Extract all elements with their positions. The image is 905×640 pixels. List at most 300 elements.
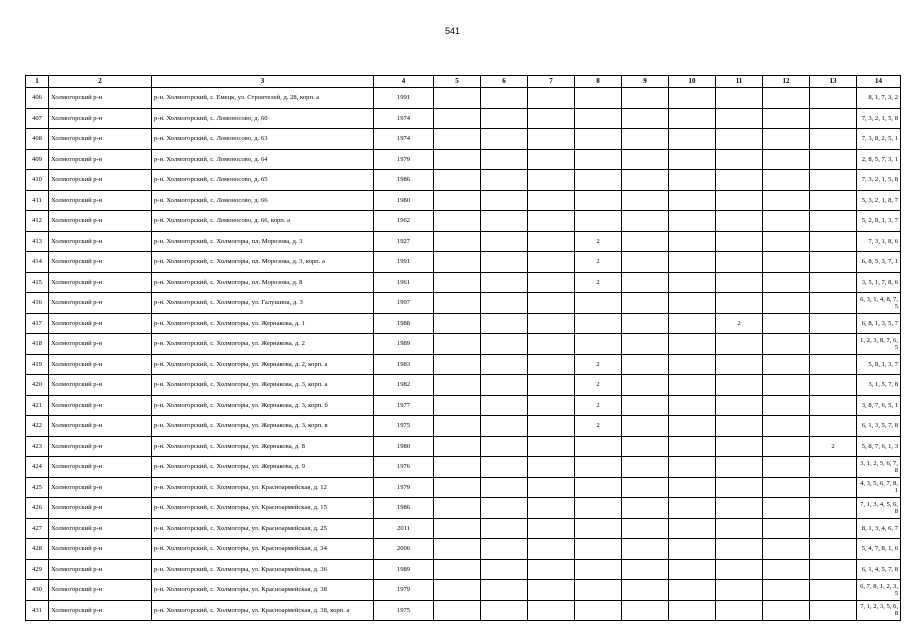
table-cell bbox=[669, 498, 716, 519]
table-cell: 1979 bbox=[374, 149, 434, 170]
table-cell: 1988 bbox=[374, 313, 434, 334]
table-cell: 2 bbox=[575, 416, 622, 437]
table-cell bbox=[481, 252, 528, 273]
table-cell bbox=[575, 190, 622, 211]
table-cell bbox=[575, 518, 622, 539]
table-row bbox=[26, 293, 901, 314]
table-cell: 419 bbox=[26, 354, 49, 375]
table-row bbox=[26, 211, 901, 232]
table-header-row bbox=[26, 76, 901, 88]
table-cell bbox=[481, 436, 528, 457]
table-cell: 5, 8, 7, 6, 1, 3 bbox=[857, 436, 901, 457]
table-row bbox=[26, 252, 901, 273]
table-cell bbox=[716, 518, 763, 539]
table-cell bbox=[622, 88, 669, 109]
table-cell: 8, 1, 3, 4, 6, 7 bbox=[857, 518, 901, 539]
table-cell: 1989 bbox=[374, 334, 434, 355]
table-cell: 1997 bbox=[374, 293, 434, 314]
table-cell bbox=[528, 211, 575, 232]
table-cell: 411 bbox=[26, 190, 49, 211]
table-cell bbox=[622, 436, 669, 457]
table-cell bbox=[434, 416, 481, 437]
table-cell: 2011 bbox=[374, 518, 434, 539]
table-cell: р-н. Холмогорский, с. Холмогоры, ул. Красноармейская, д. 38, корп. а bbox=[152, 600, 374, 621]
table-cell: 1991 bbox=[374, 88, 434, 109]
table-cell bbox=[481, 108, 528, 129]
table-cell bbox=[481, 231, 528, 252]
table-cell bbox=[716, 477, 763, 498]
table-cell bbox=[763, 580, 810, 601]
table-cell bbox=[622, 600, 669, 621]
table-cell: 6, 8, 5, 3, 7, 1 bbox=[857, 252, 901, 273]
table-cell bbox=[716, 539, 763, 560]
table-row bbox=[26, 231, 901, 252]
column-header: 7 bbox=[528, 76, 575, 88]
table-cell: р-н. Холмогорский, с. Холмогоры, ул. Красноармейская, д. 36 bbox=[152, 559, 374, 580]
table-cell: 427 bbox=[26, 518, 49, 539]
table-cell: 416 bbox=[26, 293, 49, 314]
table-cell: 414 bbox=[26, 252, 49, 273]
table-cell bbox=[716, 190, 763, 211]
table-cell bbox=[763, 600, 810, 621]
table-cell bbox=[669, 436, 716, 457]
table-cell bbox=[481, 539, 528, 560]
table-cell: 3, 1, 5, 7, 8 bbox=[857, 375, 901, 396]
column-header: 9 bbox=[622, 76, 669, 88]
table-cell bbox=[669, 600, 716, 621]
table-cell bbox=[669, 395, 716, 416]
table-cell: 415 bbox=[26, 272, 49, 293]
table-cell bbox=[716, 231, 763, 252]
table-cell bbox=[810, 272, 857, 293]
table-cell: 7, 3, 2, 1, 5, 8 bbox=[857, 170, 901, 191]
table-cell bbox=[528, 252, 575, 273]
table-cell bbox=[575, 498, 622, 519]
table-row bbox=[26, 436, 901, 457]
table-cell: 430 bbox=[26, 580, 49, 601]
table-cell: Холмогорский р-н bbox=[49, 416, 152, 437]
table-cell: р-н. Холмогорский, с. Ломоносово, д. 63 bbox=[152, 129, 374, 150]
table-row bbox=[26, 272, 901, 293]
table-cell: р-н. Холмогорский, с. Холмогоры, ул. Красноармейская, д. 12 bbox=[152, 477, 374, 498]
table-cell: р-н. Холмогорский, с. Ломоносово, д. 65 bbox=[152, 170, 374, 191]
table-cell bbox=[669, 416, 716, 437]
table-cell bbox=[716, 395, 763, 416]
table-cell: 3, 1, 2, 5, 6, 7, 8 bbox=[857, 457, 901, 478]
table-cell bbox=[434, 231, 481, 252]
table-cell bbox=[669, 272, 716, 293]
table-cell: р-н. Холмогорский, с. Холмогоры, ул. Жернакова, д. 2, корп. а bbox=[152, 354, 374, 375]
table-cell: 1962 bbox=[374, 211, 434, 232]
table-cell bbox=[622, 477, 669, 498]
table-cell bbox=[481, 477, 528, 498]
table-cell: 1927 bbox=[374, 231, 434, 252]
table-cell bbox=[716, 580, 763, 601]
table-cell: Холмогорский р-н bbox=[49, 436, 152, 457]
table-cell bbox=[622, 190, 669, 211]
table-cell bbox=[434, 580, 481, 601]
table-cell bbox=[575, 170, 622, 191]
table-cell bbox=[528, 580, 575, 601]
table-row bbox=[26, 190, 901, 211]
table-cell: 1989 bbox=[374, 559, 434, 580]
table-cell: 1977 bbox=[374, 395, 434, 416]
table-cell: 426 bbox=[26, 498, 49, 519]
table-cell: 1980 bbox=[374, 436, 434, 457]
table-cell bbox=[810, 416, 857, 437]
table-cell bbox=[810, 600, 857, 621]
table-cell: 7, 3, 1, 8, 6 bbox=[857, 231, 901, 252]
table-cell bbox=[575, 580, 622, 601]
table-cell: р-н. Холмогорский, с. Ломоносово, д. 64 bbox=[152, 149, 374, 170]
table-row bbox=[26, 559, 901, 580]
table-cell bbox=[810, 108, 857, 129]
table-cell: Холмогорский р-н bbox=[49, 170, 152, 191]
table-cell: 5, 4, 7, 8, 1, 6 bbox=[857, 539, 901, 560]
table-cell bbox=[622, 395, 669, 416]
table-cell bbox=[810, 334, 857, 355]
table-cell bbox=[622, 313, 669, 334]
table-cell: 1986 bbox=[374, 498, 434, 519]
table-row bbox=[26, 334, 901, 355]
table-cell: 6, 7, 8, 1, 2, 3, 5 bbox=[857, 580, 901, 601]
table-cell: 7, 3, 2, 1, 5, 8 bbox=[857, 108, 901, 129]
table-cell bbox=[481, 313, 528, 334]
table-cell: 1980 bbox=[374, 190, 434, 211]
table-cell bbox=[810, 231, 857, 252]
table-cell bbox=[716, 600, 763, 621]
table-cell: 4, 3, 5, 6, 7, 8, 1 bbox=[857, 477, 901, 498]
table-cell bbox=[669, 170, 716, 191]
column-header: 2 bbox=[49, 76, 152, 88]
table-row bbox=[26, 88, 901, 109]
table-cell bbox=[528, 354, 575, 375]
table-cell bbox=[622, 375, 669, 396]
table-cell: 424 bbox=[26, 457, 49, 478]
table-cell bbox=[481, 457, 528, 478]
table-cell bbox=[622, 231, 669, 252]
table-cell bbox=[434, 559, 481, 580]
table-row bbox=[26, 395, 901, 416]
table-cell bbox=[716, 149, 763, 170]
table-cell bbox=[481, 416, 528, 437]
table-cell: р-н. Холмогорский, с. Ломоносово, д. 66 bbox=[152, 190, 374, 211]
column-header: 4 bbox=[374, 76, 434, 88]
table-cell: 6, 3, 1, 4, 8, 7, 5 bbox=[857, 293, 901, 314]
table-cell bbox=[669, 334, 716, 355]
table-cell bbox=[763, 231, 810, 252]
table-row bbox=[26, 600, 901, 621]
table-cell bbox=[528, 457, 575, 478]
table-cell: Холмогорский р-н bbox=[49, 190, 152, 211]
table-cell bbox=[669, 313, 716, 334]
table-cell: 1976 bbox=[374, 457, 434, 478]
table-cell bbox=[716, 272, 763, 293]
table-cell bbox=[481, 211, 528, 232]
table-cell: Холмогорский р-н bbox=[49, 313, 152, 334]
table-cell bbox=[434, 375, 481, 396]
table-cell bbox=[528, 395, 575, 416]
table-cell bbox=[481, 293, 528, 314]
table-cell bbox=[434, 498, 481, 519]
column-header: 11 bbox=[716, 76, 763, 88]
table-cell bbox=[669, 88, 716, 109]
table-row bbox=[26, 580, 901, 601]
table-cell: 417 bbox=[26, 313, 49, 334]
table-cell bbox=[763, 334, 810, 355]
table-cell: Холмогорский р-н bbox=[49, 457, 152, 478]
table-cell bbox=[716, 436, 763, 457]
table-cell bbox=[810, 354, 857, 375]
table-cell bbox=[481, 354, 528, 375]
table-cell: р-н. Холмогорский, с. Холмогоры, ул. Красноармейская, д. 15 bbox=[152, 498, 374, 519]
table-cell: Холмогорский р-н bbox=[49, 518, 152, 539]
table-cell: Холмогорский р-н bbox=[49, 354, 152, 375]
table-cell bbox=[528, 436, 575, 457]
table-cell: 2006 bbox=[374, 539, 434, 560]
table-cell bbox=[810, 313, 857, 334]
table-cell bbox=[810, 88, 857, 109]
table-cell bbox=[481, 559, 528, 580]
table-cell bbox=[434, 354, 481, 375]
table-cell: 1979 bbox=[374, 580, 434, 601]
table-cell bbox=[622, 580, 669, 601]
table-cell bbox=[716, 129, 763, 150]
table-cell bbox=[669, 211, 716, 232]
table-cell bbox=[810, 498, 857, 519]
table-cell: р-н. Холмогорский, с. Емецк, ул. Строителей, д. 28, корп. а bbox=[152, 88, 374, 109]
registry-table bbox=[25, 75, 901, 621]
table-cell bbox=[622, 252, 669, 273]
column-header: 8 bbox=[575, 76, 622, 88]
table-cell bbox=[622, 272, 669, 293]
table-cell: Холмогорский р-н bbox=[49, 231, 152, 252]
table-row bbox=[26, 129, 901, 150]
table-cell: 1975 bbox=[374, 600, 434, 621]
table-cell bbox=[575, 129, 622, 150]
table-cell bbox=[622, 498, 669, 519]
table-cell bbox=[810, 580, 857, 601]
table-cell bbox=[528, 88, 575, 109]
table-cell bbox=[434, 129, 481, 150]
table-cell bbox=[810, 518, 857, 539]
table-row bbox=[26, 354, 901, 375]
table-cell bbox=[763, 293, 810, 314]
table-cell bbox=[810, 293, 857, 314]
table-cell: р-н. Холмогорский, с. Холмогоры, ул. Жернакова, д. 8 bbox=[152, 436, 374, 457]
table-cell: 1983 bbox=[374, 354, 434, 375]
table-cell bbox=[763, 88, 810, 109]
table-cell bbox=[622, 129, 669, 150]
table-cell bbox=[481, 272, 528, 293]
table-cell bbox=[622, 539, 669, 560]
table-cell bbox=[622, 416, 669, 437]
page-number: 541 bbox=[444, 26, 461, 36]
table-cell: Холмогорский р-н bbox=[49, 477, 152, 498]
table-cell bbox=[763, 559, 810, 580]
table-cell bbox=[810, 539, 857, 560]
table-cell: 429 bbox=[26, 559, 49, 580]
table-cell bbox=[434, 190, 481, 211]
table-cell: 1982 bbox=[374, 375, 434, 396]
table-row bbox=[26, 539, 901, 560]
table-cell bbox=[716, 252, 763, 273]
table-cell: 5, 8, 1, 3, 7 bbox=[857, 354, 901, 375]
table-row bbox=[26, 149, 901, 170]
table-cell bbox=[434, 436, 481, 457]
table-cell: 5, 2, 8, 1, 3, 7 bbox=[857, 211, 901, 232]
table-cell bbox=[481, 149, 528, 170]
table-cell: Холмогорский р-н bbox=[49, 108, 152, 129]
table-cell: р-н. Холмогорский, с. Холмогоры, ул. Красноармейская, д. 34 bbox=[152, 539, 374, 560]
table-cell bbox=[763, 436, 810, 457]
table-cell bbox=[481, 375, 528, 396]
table-cell bbox=[434, 334, 481, 355]
table-cell bbox=[528, 477, 575, 498]
table-cell bbox=[434, 395, 481, 416]
table-cell: 420 bbox=[26, 375, 49, 396]
table-cell: Холмогорский р-н bbox=[49, 375, 152, 396]
table-cell bbox=[763, 149, 810, 170]
table-cell bbox=[810, 129, 857, 150]
table-cell bbox=[669, 354, 716, 375]
table-cell bbox=[763, 313, 810, 334]
table-row bbox=[26, 498, 901, 519]
table-cell bbox=[810, 395, 857, 416]
table-cell bbox=[481, 190, 528, 211]
table-cell bbox=[669, 190, 716, 211]
table-cell bbox=[528, 190, 575, 211]
table-cell: р-н. Холмогорский, с. Холмогоры, пл. Морозова, д. 8 bbox=[152, 272, 374, 293]
table-cell bbox=[763, 395, 810, 416]
table-cell: р-н. Холмогорский, с. Холмогоры, ул. Жернакова, д. 3, корп. в bbox=[152, 416, 374, 437]
table-cell: 8, 1, 7, 3, 2 bbox=[857, 88, 901, 109]
table-cell: 3, 5, 1, 7, 8, 6 bbox=[857, 272, 901, 293]
table-cell bbox=[716, 293, 763, 314]
table-cell bbox=[434, 477, 481, 498]
table-cell: р-н. Холмогорский, с. Холмогоры, ул. Красноармейская, д. 25 bbox=[152, 518, 374, 539]
table-cell bbox=[716, 457, 763, 478]
table-cell bbox=[763, 170, 810, 191]
table-cell: 2 bbox=[575, 231, 622, 252]
table-body bbox=[26, 88, 901, 621]
table-cell bbox=[575, 477, 622, 498]
column-header: 1 bbox=[26, 76, 49, 88]
table-cell bbox=[481, 129, 528, 150]
table-cell bbox=[622, 211, 669, 232]
table-cell bbox=[622, 559, 669, 580]
table-cell: 406 bbox=[26, 88, 49, 109]
table-cell bbox=[716, 334, 763, 355]
table-cell bbox=[763, 539, 810, 560]
table-cell bbox=[669, 129, 716, 150]
column-header: 3 bbox=[152, 76, 374, 88]
table-cell bbox=[669, 580, 716, 601]
table-cell: р-н. Холмогорский, с. Холмогоры, ул. Галушина, д. 3 bbox=[152, 293, 374, 314]
table-cell bbox=[669, 149, 716, 170]
table-cell: Холмогорский р-н bbox=[49, 395, 152, 416]
table-cell: 425 bbox=[26, 477, 49, 498]
table-cell: Холмогорский р-н bbox=[49, 211, 152, 232]
table-cell bbox=[763, 252, 810, 273]
table-cell bbox=[434, 518, 481, 539]
table-cell bbox=[528, 272, 575, 293]
table-cell: Холмогорский р-н bbox=[49, 149, 152, 170]
table-cell: 2 bbox=[716, 313, 763, 334]
table-cell bbox=[622, 108, 669, 129]
table-cell: 7, 3, 8, 2, 5, 1 bbox=[857, 129, 901, 150]
table-cell bbox=[716, 88, 763, 109]
table-cell: 2 bbox=[575, 395, 622, 416]
table-cell: 1, 2, 3, 8, 7, 6, 5 bbox=[857, 334, 901, 355]
table-cell bbox=[716, 559, 763, 580]
table-cell: Холмогорский р-н bbox=[49, 498, 152, 519]
table-cell: Холмогорский р-н bbox=[49, 559, 152, 580]
table-cell: 421 bbox=[26, 395, 49, 416]
table-cell bbox=[575, 559, 622, 580]
table-cell: 2 bbox=[575, 252, 622, 273]
table-cell: 2, 8, 5, 7, 3, 1 bbox=[857, 149, 901, 170]
table-cell: 3, 8, 7, 6, 5, 1 bbox=[857, 395, 901, 416]
column-header: 10 bbox=[669, 76, 716, 88]
table-cell bbox=[622, 518, 669, 539]
table-cell: Холмогорский р-н bbox=[49, 334, 152, 355]
table-row bbox=[26, 477, 901, 498]
table-cell: р-н. Холмогорский, с. Ломоносово, д. 66, корп. а bbox=[152, 211, 374, 232]
table-cell bbox=[716, 170, 763, 191]
table-cell: р-н. Холмогорский, с. Холмогоры, ул. Жернакова, д. 3, корп. б bbox=[152, 395, 374, 416]
table-cell bbox=[763, 108, 810, 129]
table-cell bbox=[481, 580, 528, 601]
table-row bbox=[26, 518, 901, 539]
table-cell bbox=[716, 211, 763, 232]
table-cell bbox=[575, 539, 622, 560]
table-cell: 2 bbox=[575, 375, 622, 396]
table-cell: 5, 3, 2, 1, 8, 7 bbox=[857, 190, 901, 211]
table-cell: Холмогорский р-н bbox=[49, 272, 152, 293]
table-cell: 7, 1, 2, 3, 5, 6, 8 bbox=[857, 600, 901, 621]
table-cell bbox=[575, 600, 622, 621]
table-cell bbox=[622, 354, 669, 375]
table-cell bbox=[481, 518, 528, 539]
table-cell bbox=[763, 129, 810, 150]
table-cell: р-н. Холмогорский, с. Холмогоры, пл. Морозова, д. 3, корп. а bbox=[152, 252, 374, 273]
table-cell bbox=[810, 190, 857, 211]
table-row bbox=[26, 375, 901, 396]
table-row bbox=[26, 416, 901, 437]
table-cell bbox=[669, 457, 716, 478]
table-cell: Холмогорский р-н bbox=[49, 129, 152, 150]
table-cell bbox=[481, 600, 528, 621]
table-cell bbox=[528, 108, 575, 129]
table-cell: 1979 bbox=[374, 477, 434, 498]
table-cell: р-н. Холмогорский, с. Ломоносово, д. 60 bbox=[152, 108, 374, 129]
table-cell bbox=[763, 211, 810, 232]
table-cell bbox=[481, 334, 528, 355]
table-cell bbox=[622, 170, 669, 191]
table-cell: 428 bbox=[26, 539, 49, 560]
column-header: 5 bbox=[434, 76, 481, 88]
table-cell: 431 bbox=[26, 600, 49, 621]
table-cell: р-н. Холмогорский, с. Холмогоры, пл. Морозова, д. 3 bbox=[152, 231, 374, 252]
table-cell bbox=[716, 416, 763, 437]
table-cell bbox=[810, 170, 857, 191]
column-header: 14 bbox=[857, 76, 901, 88]
table-cell bbox=[763, 457, 810, 478]
table-cell: 1974 bbox=[374, 108, 434, 129]
table-cell bbox=[575, 211, 622, 232]
table-cell bbox=[528, 129, 575, 150]
